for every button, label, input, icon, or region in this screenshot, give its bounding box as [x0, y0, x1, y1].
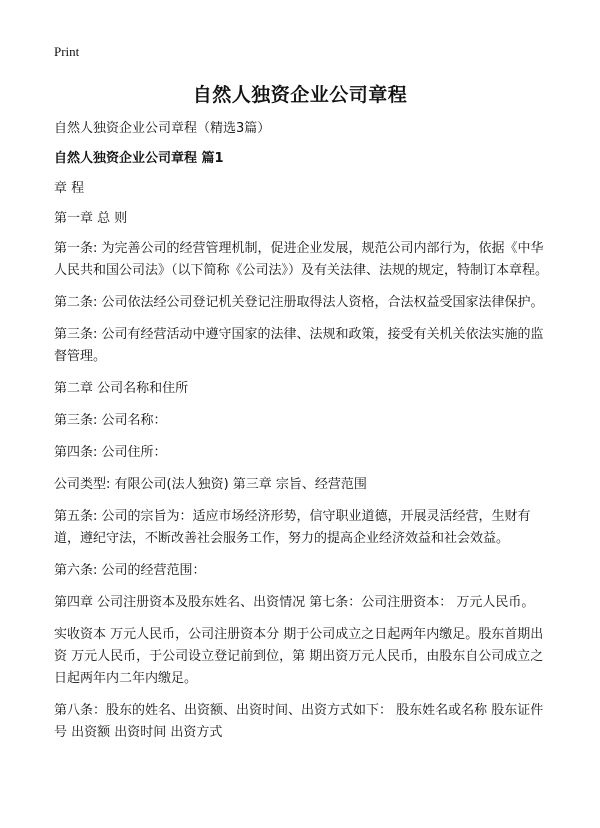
chapter-4-heading: 第四章 公司注册资本及股东姓名、出资情况 第七条：公司注册资本： 万元人民币。: [54, 595, 535, 610]
paid-in-capital: 实收资本 万元人民币，公司注册资本分 期于公司成立之日起两年内缴足。股东首期出资 万元人民币，于公司设立登记前到位，第 期出资万元人民币，由股东自公司成立之日起两年内二年内缴足。: [54, 627, 544, 686]
chapter-1-heading: 第一章 总 则: [54, 211, 128, 226]
document-title: 自然人独资企业公司章程: [192, 84, 408, 106]
subtitle: 自然人独资企业公司章程（精选3篇）: [54, 121, 271, 136]
charter-heading: 章 程: [54, 181, 85, 196]
article-5: 第五条: 公司的宗旨为：适应市场经济形势，信守职业道德，开展灵活经营，生财有道，遵纪守法，不断改善社会服务工作，努力的提高企业经济效益和社会效益。: [54, 509, 531, 546]
article-1: 第一条: 为完善公司的经营管理机制，促进企业发展，规范公司内部行为，依据《中华人民共和国公司法》（以下简称《公司法》）及有关法律、法规的规定，特制订本章程。: [54, 241, 549, 278]
article-3-company-name: 第三条: 公司名称：: [54, 413, 167, 428]
document-body: [54, 118, 550, 744]
section-heading: 自然人独资企业公司章程 篇1: [54, 151, 224, 166]
chapter-2-heading: 第二章 公司名称和住所: [54, 381, 189, 396]
article-2: 第二条: 公司依法经公司登记机关登记注册取得法人资格，合法权益受国家法律保护。: [54, 295, 544, 310]
article-6: 第六条: 公司的经营范围：: [54, 563, 206, 578]
print-label: Print: [54, 44, 80, 59]
company-type: 公司类型: 有限公司(法人独资) 第三章 宗旨、经营范围: [54, 477, 367, 492]
article-8: 第八条：股东的姓名、出资额、出资时间、出资方式如下： 股东姓名或名称 股东证件号 出资额 出资时间 出资方式: [54, 703, 544, 740]
article-4-company-address: 第四条: 公司住所：: [54, 445, 167, 460]
article-3: 第三条: 公司有经营活动中遵守国家的法律、法规和政策，接受有关机关依法实施的监督管理。: [54, 327, 544, 364]
